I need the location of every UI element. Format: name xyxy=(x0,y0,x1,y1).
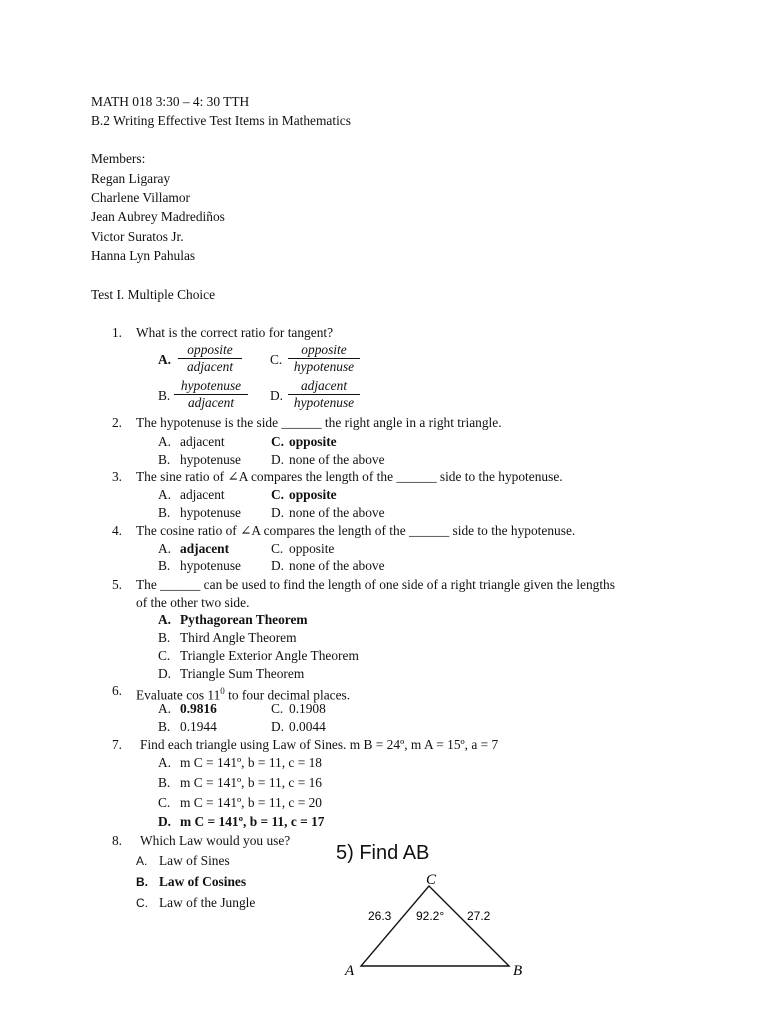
vertex-c-label: C xyxy=(426,872,437,888)
question-text: The cosine ratio of ∠A compares the length of the ______ side to the hypotenuse. xyxy=(136,523,576,538)
choice-letter: C. xyxy=(136,896,148,910)
choice-letter: B. xyxy=(136,875,148,889)
choice-text: adjacent xyxy=(180,434,225,449)
choice-letter: C. xyxy=(158,648,171,663)
question-number: 4. xyxy=(111,523,122,538)
question-number: 7. xyxy=(111,737,122,752)
choice-text-correct: adjacent xyxy=(180,541,230,556)
choice-text: adjacent xyxy=(180,487,225,502)
choice-letter: C. xyxy=(271,541,284,556)
choice-letter: B. xyxy=(158,630,171,645)
choice-letter: A. xyxy=(158,541,172,556)
question-text: The sine ratio of ∠A compares the length of the ______ side to the hypotenuse. xyxy=(136,469,563,484)
figure-title: 5) Find AB xyxy=(336,842,430,864)
fraction-numerator: hypotenuse xyxy=(174,378,248,395)
choice-letter: B. xyxy=(158,505,171,520)
fraction-choice-b xyxy=(174,378,248,411)
choice-text: none of the above xyxy=(289,452,385,467)
choice-letter: C. xyxy=(270,352,283,367)
choice-text: hypotenuse xyxy=(180,558,241,573)
question-number: 6. xyxy=(111,683,122,698)
choice-letter: B. xyxy=(158,388,171,403)
question-number: 3. xyxy=(111,469,122,484)
vertex-b-label: B xyxy=(513,963,523,979)
fraction-numerator: adjacent xyxy=(288,378,360,395)
fraction-choice-c xyxy=(288,342,360,375)
choice-letter: D. xyxy=(271,505,285,520)
choice-text: 0.0044 xyxy=(289,719,326,734)
triangle-abc xyxy=(361,886,509,966)
fraction-choice-d xyxy=(288,378,360,411)
choice-letter: A. xyxy=(158,755,172,770)
document-subtitle: B.2 Writing Effective Test Items in Mathematics xyxy=(91,113,351,128)
choice-letter: D. xyxy=(270,388,284,403)
choice-letter: A. xyxy=(158,487,172,502)
choice-letter: A. xyxy=(158,352,172,367)
choice-text-correct: opposite xyxy=(289,487,337,502)
choice-text-correct: m C = 141º, b = 11, c = 17 xyxy=(180,814,325,829)
question-text: The hypotenuse is the side ______ the right angle in a right triangle. xyxy=(136,415,502,430)
choice-text: 0.1944 xyxy=(180,719,217,734)
question-text: The ______ can be used to find the length of one side of a right triangle given the lengths xyxy=(136,577,615,592)
fraction-denominator: adjacent xyxy=(186,359,234,374)
question-text: Find each triangle using Law of Sines. m B = 24º, m A = 15º, a = 7 xyxy=(140,737,499,752)
choice-letter: D. xyxy=(271,452,285,467)
member-name: Charlene Villamor xyxy=(91,190,190,205)
choice-letter: B. xyxy=(158,719,171,734)
question-text: Which Law would you use? xyxy=(140,833,291,848)
member-name: Regan Ligaray xyxy=(91,171,171,186)
choice-text: Law of the Jungle xyxy=(159,895,256,910)
choice-text: hypotenuse xyxy=(180,505,241,520)
member-name: Hanna Lyn Pahulas xyxy=(91,248,196,263)
choice-text: Third Angle Theorem xyxy=(180,630,297,645)
question-number: 2. xyxy=(111,415,122,430)
choice-letter: A. xyxy=(158,612,172,627)
choice-letter: C. xyxy=(271,701,284,716)
question-text: What is the correct ratio for tangent? xyxy=(136,325,334,340)
question-number: 1. xyxy=(111,325,122,340)
choice-letter: D. xyxy=(158,666,172,681)
fraction-numerator: opposite xyxy=(178,342,242,359)
vertex-a-label: A xyxy=(345,963,355,979)
choice-letter: D. xyxy=(271,558,285,573)
fraction-denominator: adjacent xyxy=(187,395,235,410)
choice-text: m C = 141º, b = 11, c = 20 xyxy=(180,795,322,810)
choice-text: Law of Sines xyxy=(159,853,230,868)
choice-letter: B. xyxy=(158,775,171,790)
choice-letter: D. xyxy=(158,814,172,829)
choice-text-correct: Pythagorean Theorem xyxy=(180,612,308,627)
fraction-denominator: hypotenuse xyxy=(293,395,355,410)
choice-letter: B. xyxy=(158,452,171,467)
choice-letter: A. xyxy=(136,854,148,868)
question-text-part: Evaluate cos 11 xyxy=(136,687,221,703)
choice-text: hypotenuse xyxy=(180,452,241,467)
choice-text: opposite xyxy=(289,541,335,556)
choice-text: 0.1908 xyxy=(289,701,326,716)
question-number: 8. xyxy=(111,833,122,848)
fraction-choice-a xyxy=(178,342,242,375)
degree-superscript: 0 xyxy=(220,686,225,696)
angle-c-label: 92.2° xyxy=(416,909,445,923)
choice-letter: A. xyxy=(158,701,172,716)
choice-text: none of the above xyxy=(289,558,385,573)
fraction-denominator: hypotenuse xyxy=(293,359,355,374)
choice-letter: C. xyxy=(158,795,171,810)
choice-letter: A. xyxy=(158,434,172,449)
fraction-numerator: opposite xyxy=(288,342,360,359)
question-text-part: to four decimal places. xyxy=(224,687,351,703)
side-bc-label: 27.2 xyxy=(467,909,491,923)
test-title: Test I. Multiple Choice xyxy=(91,287,216,302)
choice-letter: C. xyxy=(271,434,285,449)
members-label: Members: xyxy=(91,151,146,166)
choice-text: Triangle Exterior Angle Theorem xyxy=(180,648,359,663)
choice-text-correct: opposite xyxy=(289,434,337,449)
course-heading: MATH 018 3:30 – 4: 30 TTH xyxy=(91,94,250,109)
question-text: of the other two side. xyxy=(136,595,250,610)
question-number: 5. xyxy=(111,577,122,592)
choice-letter: B. xyxy=(158,558,171,573)
side-ac-label: 26.3 xyxy=(368,909,392,923)
choice-letter: C. xyxy=(271,487,285,502)
member-name: Victor Suratos Jr. xyxy=(91,229,184,244)
choice-text: m C = 141º, b = 11, c = 16 xyxy=(180,775,322,790)
choice-text: m C = 141º, b = 11, c = 18 xyxy=(180,755,322,770)
member-name: Jean Aubrey Madrediños xyxy=(91,209,225,224)
choice-text: none of the above xyxy=(289,505,385,520)
choice-letter: D. xyxy=(271,719,285,734)
choice-text-correct: Law of Cosines xyxy=(159,874,247,889)
triangle-figure xyxy=(330,868,540,988)
choice-text: Triangle Sum Theorem xyxy=(180,666,305,681)
choice-text-correct: 0.9816 xyxy=(180,701,217,716)
